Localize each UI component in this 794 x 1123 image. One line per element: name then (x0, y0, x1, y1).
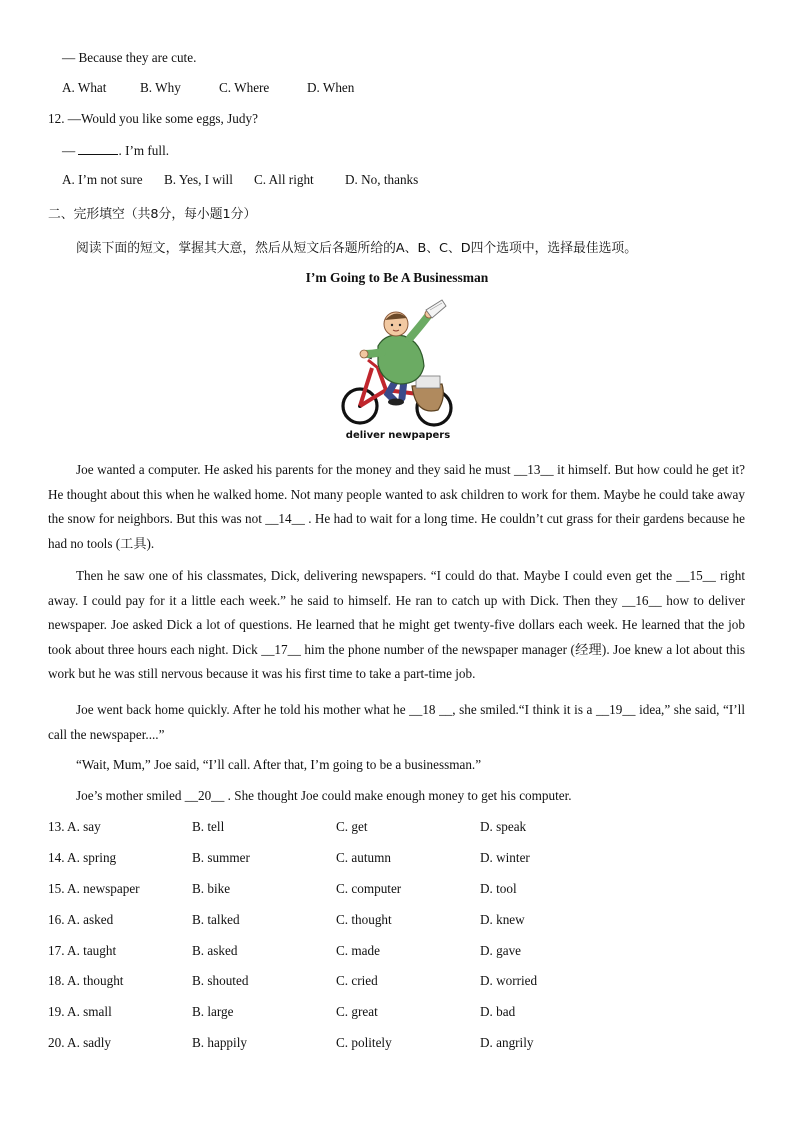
passage-paragraph-1: Joe wanted a computer. He asked his parents for the money and they said he must __13__ it himself. But how could he get it? He thought about this when he walked home. Not many people wanted to ask children to work for them. Maybe he could take away the snow for neighbors. But this was not __14__ . He had to wait for a long time. He couldn’t cut grass for their gardens because he had no tools (工具). (48, 462, 745, 551)
passage-title: I’m Going to Be A Businessman (305, 270, 489, 285)
choice-19-d: D. bad (480, 1004, 516, 1019)
q11-option-d: D. When (307, 80, 355, 95)
choice-14-b: B. summer (192, 850, 250, 865)
choice-15-a: 15. A. newspaper (48, 881, 140, 896)
q11-option-a: A. What (62, 80, 107, 95)
choice-16-b: B. talked (192, 912, 240, 927)
choice-17-b: B. asked (192, 943, 238, 958)
choice-18-a: 18. A. thought (48, 973, 124, 988)
choice-20-d: D. angrily (480, 1035, 534, 1050)
passage-paragraph-4: “Wait, Mum,” Joe said, “I’ll call. After that, I’m going to be a businessman.” (76, 757, 482, 772)
choice-13-c: C. get (336, 819, 368, 834)
section-heading: 二、完形填空（共8分，每小题1分） (48, 207, 257, 222)
choice-14-c: C. autumn (336, 850, 391, 865)
choice-13-a: 13. A. say (48, 819, 101, 834)
choice-17-a: 17. A. taught (48, 943, 117, 958)
choice-19-b: B. large (192, 1004, 234, 1019)
passage-paragraph-2: Then he saw one of his classmates, Dick, delivering newspapers. “I could do that. Maybe I could even get the __15__ right away. I could pay for it a little each week.” he said to himself. He ran to catch up with Dick. Then they __16__ how to deliver newspaper. Joe asked Dick a lot of questions. He learned that he might get twenty-five dollars each week. He learned that the job took about three hours each night. Dick __17__ him the phone number of the newspaper manager (经理). Joe knew a lot about this work but he was still nervous because it was his first time to take a part-time job. (48, 568, 745, 682)
section-instruction: 阅读下面的短文，掌握其大意，然后从短文后各题所给的A、B、C、D四个选项中，选择最佳选项。 (76, 241, 637, 256)
image-caption: deliver newpapers (345, 430, 451, 441)
choice-19-c: C. great (336, 1004, 378, 1019)
passage-paragraph-3: Joe went back home quickly. After he told his mother what he __18 __, she smiled.“I think it is a __19__ idea,” she said, “I’ll call the newspaper....” (48, 702, 745, 742)
q12-option-d: D. No, thanks (345, 172, 419, 187)
q12-option-c: C. All right (254, 172, 314, 187)
choice-16-a: 16. A. asked (48, 912, 114, 927)
choice-16-d: D. knew (480, 912, 525, 927)
choice-13-d: D. speak (480, 819, 527, 834)
choice-20-c: C. politely (336, 1035, 392, 1050)
q11-option-b: B. Why (140, 80, 181, 95)
q12-answer-line (62, 142, 169, 159)
choice-13-b: B. tell (192, 819, 225, 834)
choice-14-a: 14. A. spring (48, 850, 117, 865)
choice-18-b: B. shouted (192, 973, 249, 988)
choice-18-c: C. cried (336, 973, 378, 988)
q11-option-c: C. Where (219, 80, 270, 95)
choice-17-c: C. made (336, 943, 380, 958)
q12-option-a: A. I’m not sure (62, 172, 143, 187)
choice-14-d: D. winter (480, 850, 530, 865)
choice-15-c: C. computer (336, 881, 402, 896)
choice-17-d: D. gave (480, 943, 522, 958)
choice-19-a: 19. A. small (48, 1004, 112, 1019)
boy-on-bike-illustration (338, 298, 458, 430)
q12-blank (78, 142, 118, 155)
q12-answer-dash: — (62, 143, 76, 158)
choice-20-b: B. happily (192, 1035, 247, 1050)
choice-16-c: C. thought (336, 912, 392, 927)
q12-answer-rest: . I’m full. (118, 143, 170, 158)
choice-15-d: D. tool (480, 881, 517, 896)
q11-answer-line: — Because they are cute. (62, 50, 197, 65)
choice-15-b: B. bike (192, 881, 231, 896)
choice-18-d: D. worried (480, 973, 538, 988)
q12-option-b: B. Yes, I will (164, 172, 233, 187)
passage-paragraph-5: Joe’s mother smiled __20__ . She thought Joe could make enough money to get his computer. (76, 788, 572, 803)
q12-question: 12. —Would you like some eggs, Judy? (48, 111, 258, 126)
choice-20-a: 20. A. sadly (48, 1035, 112, 1050)
